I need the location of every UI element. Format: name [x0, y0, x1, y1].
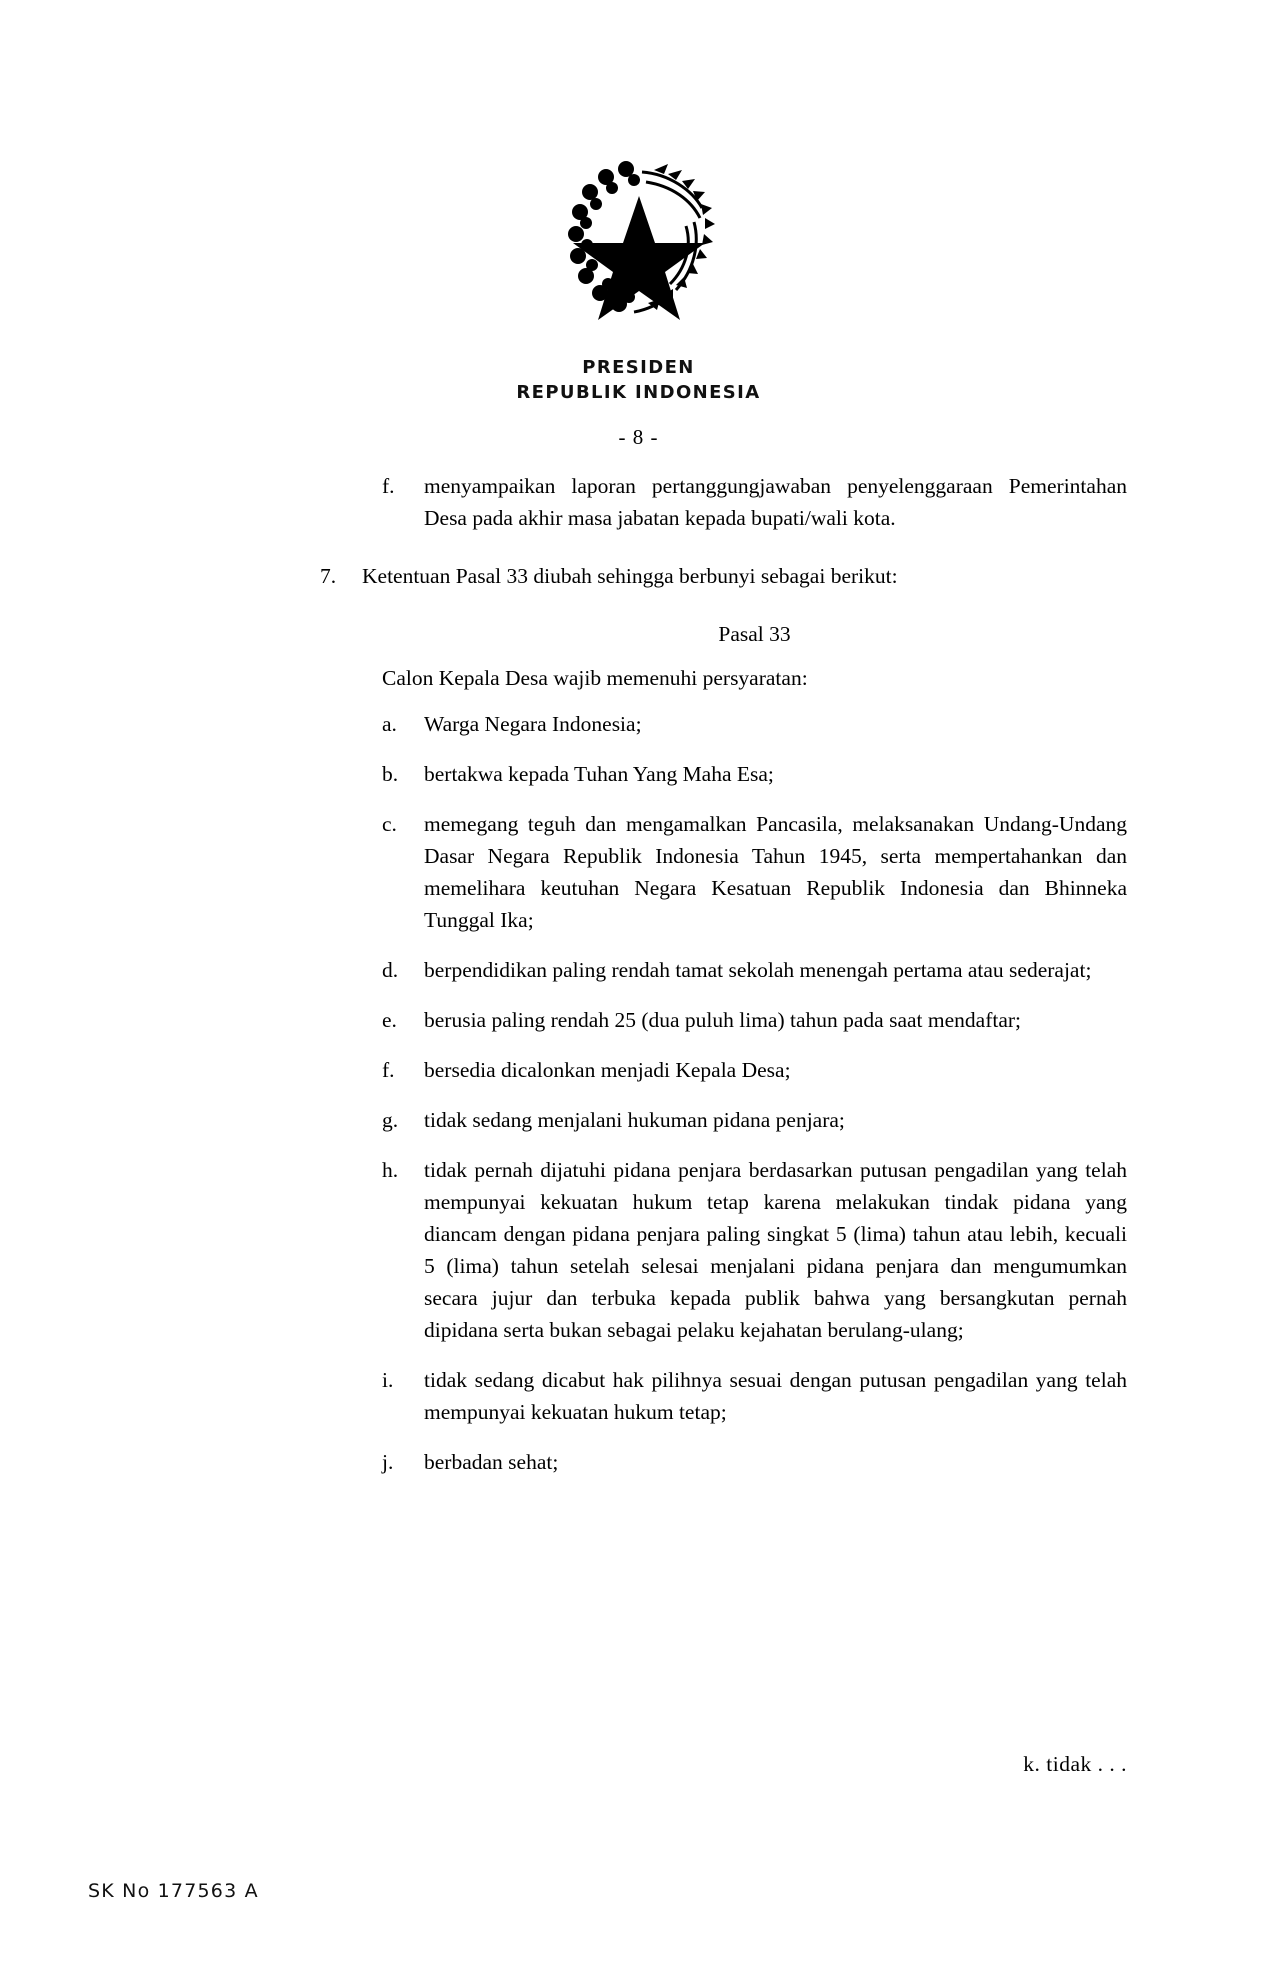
list-marker: e.: [382, 1008, 397, 1032]
list-marker: i.: [382, 1368, 394, 1392]
list-text: bertakwa kepada Tuhan Yang Maha Esa;: [424, 762, 774, 786]
spacer: [382, 1136, 1127, 1154]
requirement-item-g: [382, 1104, 1127, 1136]
list-marker: d.: [382, 958, 399, 982]
garuda-star-emblem-icon: [534, 148, 744, 328]
requirement-item-c: [382, 808, 1127, 936]
list-marker: g.: [382, 1108, 399, 1132]
requirement-item-f: [382, 1054, 1127, 1086]
header-republik-indonesia: REPUBLIK INDONESIA: [516, 382, 761, 403]
list-text: berpendidikan paling rendah tamat sekolah menengah pertama atau sederajat;: [424, 958, 1092, 982]
requirement-item-j: [382, 1446, 1127, 1478]
spacer: [382, 1036, 1127, 1054]
list-text: tidak pernah dijatuhi pidana penjara berdasarkan putusan pengadilan yang telah mempunyai kekuatan hukum tetap karena melakukan tindak pidana yang diancam dengan pidana penjara paling singkat 5 (lima) tahun atau lebih, kecuali 5 (lima) tahun setelah selesai menjalani pidana penjara dan mengumumkan secara jujur dan terbuka kepada publik bahwa yang bersangkutan pernah dipidana serta bukan sebagai pelaku kejahatan berulang-ulang;: [424, 1158, 1127, 1342]
requirement-item-h: [382, 1154, 1127, 1346]
spacer: [382, 740, 1127, 758]
spacer: [382, 1086, 1127, 1104]
list-marker: f.: [382, 1058, 395, 1082]
catchword: k. tidak . . .: [1023, 1752, 1127, 1776]
list-text: menyampaikan laporan pertanggungjawaban penyelenggaraan Pemerintahan Desa pada akhir masa jabatan kepada bupati/wali kota.: [424, 474, 1127, 530]
list-text: tidak sedang dicabut hak pilihnya sesuai dengan putusan pengadilan yang telah mempunyai kekuatan hukum tetap;: [424, 1368, 1127, 1424]
list-item-7: [320, 560, 1127, 592]
list-marker: c.: [382, 812, 397, 836]
requirement-item-b: [382, 758, 1127, 790]
page-number: - 8 -: [618, 425, 659, 449]
spacer: [382, 1346, 1127, 1364]
pasal-heading: Pasal 33: [718, 622, 791, 646]
list-text: Ketentuan Pasal 33 diubah sehingga berbunyi sebagai berikut:: [362, 564, 898, 588]
list-text: berbadan sehat;: [424, 1450, 559, 1474]
list-marker: h.: [382, 1158, 399, 1182]
list-marker: j.: [382, 1450, 394, 1474]
list-text: memegang teguh dan mengamalkan Pancasila, melaksanakan Undang-Undang Dasar Negara Republik Indonesia Tahun 1945, serta mempertahankan dan memelihara keutuhan Negara Kesatuan Republik Indonesia dan Bhinneka Tunggal Ika;: [424, 812, 1127, 932]
list-marker: f.: [382, 474, 395, 498]
list-item-f: [382, 470, 1127, 534]
spacer: [382, 986, 1127, 1004]
list-marker: a.: [382, 712, 397, 736]
spacer: [382, 936, 1127, 954]
spacer: [382, 1428, 1127, 1446]
requirement-item-a: [382, 708, 1127, 740]
requirement-item-d: [382, 954, 1127, 986]
list-text: berusia paling rendah 25 (dua puluh lima) tahun pada saat mendaftar;: [424, 1008, 1022, 1032]
list-text: bersedia dicalonkan menjadi Kepala Desa;: [424, 1058, 791, 1082]
header-presiden: PRESIDEN: [582, 357, 695, 378]
emblem-container: [0, 148, 1277, 333]
spacer: [382, 790, 1127, 808]
document-body: [320, 470, 1127, 1478]
spacer: [382, 534, 1127, 560]
list-marker: b.: [382, 762, 399, 786]
requirement-item-e: [382, 1004, 1127, 1036]
footer-document-code: SK No 177563 A: [88, 1880, 259, 1902]
pasal-intro: Calon Kepala Desa wajib memenuhi persyaratan:: [382, 666, 808, 690]
list-marker: 7.: [320, 564, 337, 588]
list-text: Warga Negara Indonesia;: [424, 712, 642, 736]
requirement-item-i: [382, 1364, 1127, 1428]
spacer: [382, 592, 1127, 618]
list-text: tidak sedang menjalani hukuman pidana penjara;: [424, 1108, 845, 1132]
